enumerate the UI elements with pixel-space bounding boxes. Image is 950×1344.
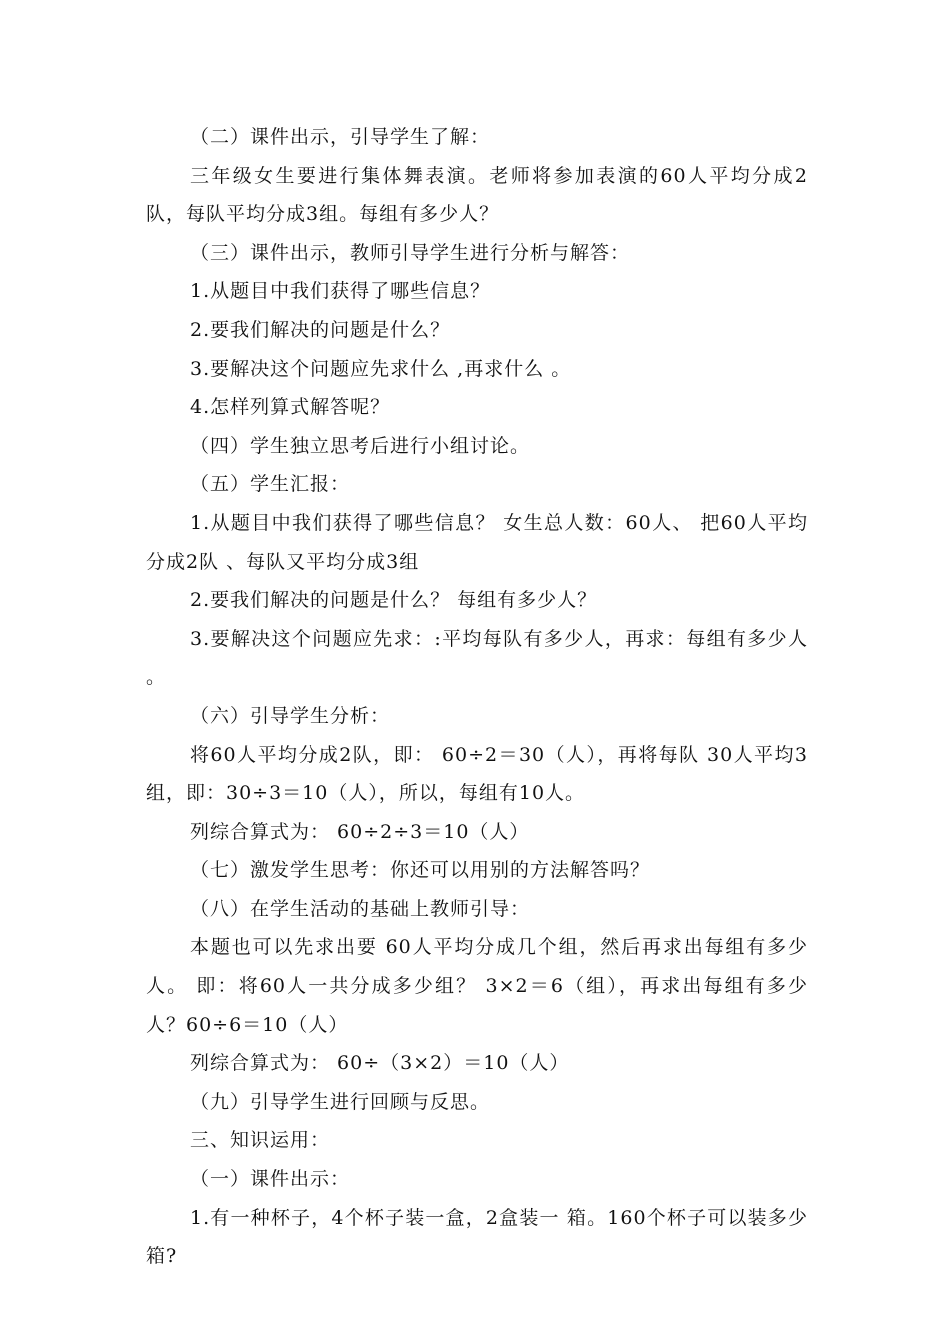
paragraph: 3.要解决这个问题应先求什么 ,再求什么 。 (190, 357, 572, 380)
paragraph: 3.要解决这个问题应先求：:平均每队有多少人，再求：每组有多少人 。 (146, 627, 808, 689)
paragraph: 2.要我们解决的问题是什么？ (190, 318, 451, 341)
paragraph: （二）课件出示，引导学生了解： (190, 126, 491, 148)
paragraph: 三、知识运用： (190, 1129, 331, 1152)
paragraph: （五）学生汇报： (190, 473, 351, 496)
paragraph: （六）引导学生分析： (190, 704, 391, 727)
paragraph: 将60人平均分成2队，即： 60÷2＝30（人），再将每队 30人平均3组，即：30÷3＝10（人），所以，每组有10人。 (146, 743, 808, 805)
paragraph: （一）课件出示： (190, 1168, 351, 1191)
paragraph: 1.从题目中我们获得了哪些信息？ (190, 280, 491, 303)
paragraph: 列综合算式为： 60÷2÷3＝10（人） (190, 820, 530, 843)
paragraph: （四）学生独立思考后进行小组讨论。 (190, 434, 531, 457)
paragraph: （三）课件出示，教师引导学生进行分析与解答： (190, 241, 631, 264)
paragraph: 4.怎样列算式解答呢？ (190, 396, 391, 419)
paragraph: 列综合算式为： 60÷（3×2）＝10（人） (190, 1052, 570, 1075)
paragraph: （九）引导学生进行回顾与反思。 (190, 1090, 491, 1113)
paragraph: 2.要我们解决的问题是什么？ 每组有多少人？ (190, 589, 598, 612)
paragraph: 三年级女生要进行集体舞表演。老师将参加表演的60人平均分成2队，每队平均分成3组。每组有多少人？ (146, 164, 808, 226)
paragraph: （七）激发学生思考：你还可以用别的方法解答吗？ (190, 859, 651, 882)
paragraph: 1.有一种杯子，4个杯子装一盒，2盒装一 箱。160个杯子可以装多少箱? (146, 1206, 808, 1268)
paragraph: 本题也可以先求出要 60人平均分成几个组，然后再求出每组有多少人。 即：将60人一共分成多少组？ 3×2＝6（组），再求出每组有多少人？60÷6＝10（人） (146, 936, 808, 1036)
document-body (146, 118, 808, 1276)
paragraph: （八）在学生活动的基础上教师引导： (190, 897, 531, 920)
paragraph: 1.从题目中我们获得了哪些信息？ 女生总人数：60人、 把60人平均分成2队 、每队又平均分成3组 (146, 511, 808, 573)
